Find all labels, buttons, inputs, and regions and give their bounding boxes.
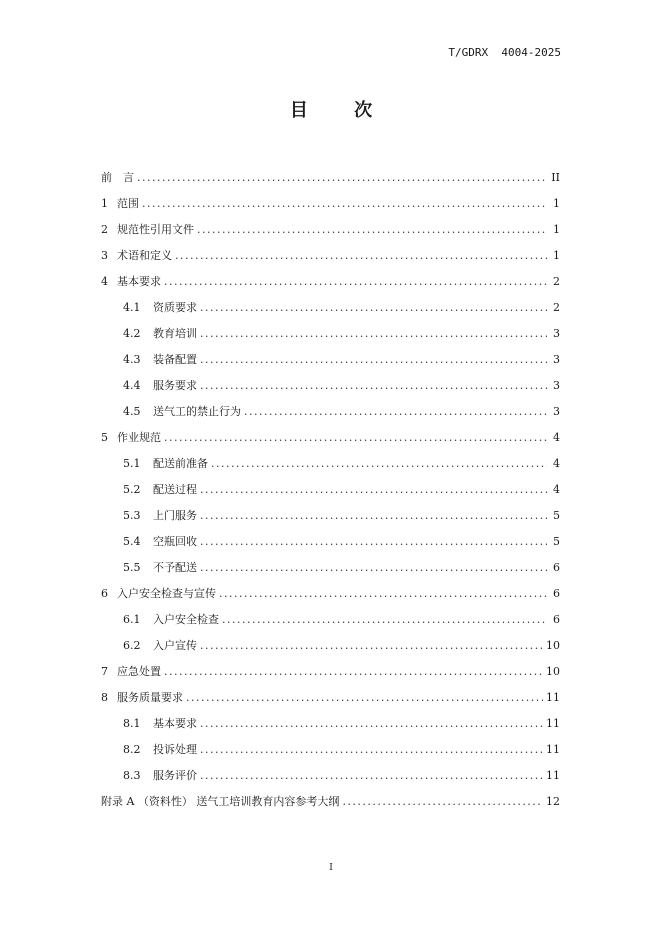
toc-entry-title: 服务质量要求	[117, 691, 183, 704]
toc-dot-leader	[200, 535, 547, 548]
toc-entry[interactable]	[101, 554, 560, 580]
toc-entry-page: II	[551, 170, 560, 184]
toc-entry[interactable]	[101, 580, 560, 606]
toc-entry[interactable]	[101, 658, 560, 684]
toc-entry[interactable]	[101, 502, 560, 528]
toc-entry[interactable]	[101, 164, 560, 190]
toc-entry-title: 作业规范	[117, 431, 161, 444]
toc-entry[interactable]	[101, 684, 560, 710]
toc-entry-number: 6.2	[123, 638, 141, 652]
toc-entry-number: 8.3	[123, 768, 141, 782]
toc-entry-title: 配送过程	[153, 483, 197, 496]
toc-entry-page: 4	[553, 456, 560, 470]
toc-entry-page: 2	[553, 274, 560, 288]
toc-entry-page: 11	[546, 716, 560, 730]
toc-entry-page: 1	[553, 222, 560, 236]
toc-entry-number: 7	[101, 664, 108, 678]
toc-entry-page: 10	[546, 638, 560, 652]
toc-dot-leader	[164, 431, 547, 444]
toc-entry-page: 5	[553, 534, 560, 548]
toc-entry-number: 5.4	[123, 534, 141, 548]
toc-dot-leader	[175, 249, 547, 262]
toc-entry[interactable]	[101, 216, 560, 242]
toc-entry-number: 4.1	[123, 300, 141, 314]
toc-entry[interactable]	[101, 372, 560, 398]
toc-entry-title: 投诉处理	[153, 743, 197, 756]
toc-entry-number: 4.4	[123, 378, 141, 392]
toc-entry-number: 5.5	[123, 560, 141, 574]
toc-entry-number: 6	[101, 586, 108, 600]
toc-entry-title: 教育培训	[153, 327, 197, 340]
toc-entry-title: 附录 A （资料性） 送气工培训教育内容参考大纲	[101, 795, 340, 808]
toc-dot-leader	[137, 171, 547, 184]
toc-dot-leader	[200, 353, 547, 366]
toc-dot-leader	[200, 509, 547, 522]
toc-entry-number: 6.1	[123, 612, 141, 626]
toc-entry-page: 12	[546, 794, 560, 808]
toc-dot-leader	[200, 301, 547, 314]
toc-entry[interactable]	[101, 528, 560, 554]
toc-entry-page: 3	[553, 326, 560, 340]
toc-entry[interactable]	[101, 762, 560, 788]
toc-entry-title: 入户安全检查	[153, 613, 219, 626]
table-of-contents	[101, 164, 560, 814]
toc-entry-title: 基本要求	[153, 717, 197, 730]
toc-dot-leader	[142, 197, 547, 210]
toc-dot-leader	[219, 587, 547, 600]
toc-entry-page: 1	[553, 248, 560, 262]
toc-entry-title: 资质要求	[153, 301, 197, 314]
toc-entry[interactable]	[101, 398, 560, 424]
toc-entry-title: 不予配送	[153, 561, 197, 574]
toc-entry[interactable]	[101, 424, 560, 450]
page-title: 目 次	[289, 100, 393, 121]
toc-entry-page: 6	[553, 586, 560, 600]
toc-entry-page: 1	[553, 196, 560, 210]
toc-entry-number: 5.2	[123, 482, 141, 496]
toc-entry[interactable]	[101, 294, 560, 320]
toc-entry-page: 6	[553, 612, 560, 626]
toc-entry-number: 4.5	[123, 404, 141, 418]
page-number: I	[329, 863, 333, 873]
toc-entry-number: 5	[101, 430, 108, 444]
document-code: T/GDRX 4004-2025	[448, 46, 561, 59]
toc-entry-title: 上门服务	[153, 509, 197, 522]
toc-entry-page: 6	[553, 560, 560, 574]
toc-entry-page: 11	[546, 768, 560, 782]
toc-entry-page: 2	[553, 300, 560, 314]
toc-dot-leader	[200, 483, 547, 496]
toc-entry[interactable]	[101, 606, 560, 632]
toc-dot-leader	[197, 223, 547, 236]
toc-entry-page: 11	[546, 690, 560, 704]
toc-entry-title: 空瓶回收	[153, 535, 197, 548]
toc-entry-title: 配送前准备	[153, 457, 208, 470]
toc-dot-leader	[164, 275, 547, 288]
toc-entry-page: 5	[553, 508, 560, 522]
toc-entry-number: 8.2	[123, 742, 141, 756]
toc-entry-number: 2	[101, 222, 108, 236]
toc-entry-page: 4	[553, 482, 560, 496]
toc-entry-number: 8.1	[123, 716, 141, 730]
toc-entry-page: 4	[553, 430, 560, 444]
toc-entry-page: 10	[546, 664, 560, 678]
toc-entry-number: 4.2	[123, 326, 141, 340]
toc-entry-title: 术语和定义	[117, 249, 172, 262]
toc-dot-leader	[211, 457, 547, 470]
toc-entry[interactable]	[101, 788, 560, 814]
toc-entry-number: 8	[101, 690, 108, 704]
toc-dot-leader	[342, 795, 543, 808]
toc-dot-leader	[200, 561, 547, 574]
toc-entry-title: 应急处置	[117, 665, 161, 678]
toc-entry-page: 3	[553, 404, 560, 418]
toc-dot-leader	[200, 743, 543, 756]
toc-entry-title: 服务要求	[153, 379, 197, 392]
toc-entry[interactable]	[101, 476, 560, 502]
toc-entry[interactable]	[101, 710, 560, 736]
toc-entry-number: 3	[101, 248, 108, 262]
toc-entry-number: 5.3	[123, 508, 141, 522]
toc-entry[interactable]	[101, 736, 560, 762]
toc-entry-page: 3	[553, 378, 560, 392]
toc-entry-number: 4.3	[123, 352, 141, 366]
toc-entry[interactable]	[101, 450, 560, 476]
toc-entry-number: 5.1	[123, 456, 141, 470]
toc-entry-title: 服务评价	[153, 769, 197, 782]
toc-entry-title: 入户宣传	[153, 639, 197, 652]
toc-entry-title: 装备配置	[153, 353, 197, 366]
toc-entry-title: 基本要求	[117, 275, 161, 288]
toc-entry-page: 11	[546, 742, 560, 756]
toc-dot-leader	[222, 613, 547, 626]
toc-entry-title: 入户安全检查与宣传	[117, 587, 216, 600]
toc-dot-leader	[244, 405, 547, 418]
toc-dot-leader	[200, 327, 547, 340]
toc-dot-leader	[186, 691, 543, 704]
toc-entry[interactable]	[101, 346, 560, 372]
toc-entry-title: 送气工的禁止行为	[153, 405, 241, 418]
toc-entry[interactable]	[101, 190, 560, 216]
toc-entry[interactable]	[101, 632, 560, 658]
toc-dot-leader	[164, 665, 543, 678]
toc-entry[interactable]	[101, 242, 560, 268]
toc-dot-leader	[200, 717, 543, 730]
toc-entry[interactable]	[101, 268, 560, 294]
toc-entry-title: 规范性引用文件	[117, 223, 194, 236]
toc-dot-leader	[200, 769, 543, 782]
toc-entry-number: 1	[101, 196, 108, 210]
toc-entry-title: 前 言	[101, 171, 134, 184]
toc-entry[interactable]	[101, 320, 560, 346]
toc-dot-leader	[200, 639, 543, 652]
toc-entry-page: 3	[553, 352, 560, 366]
toc-entry-title: 范围	[117, 197, 139, 210]
toc-entry-number: 4	[101, 274, 108, 288]
toc-dot-leader	[200, 379, 547, 392]
